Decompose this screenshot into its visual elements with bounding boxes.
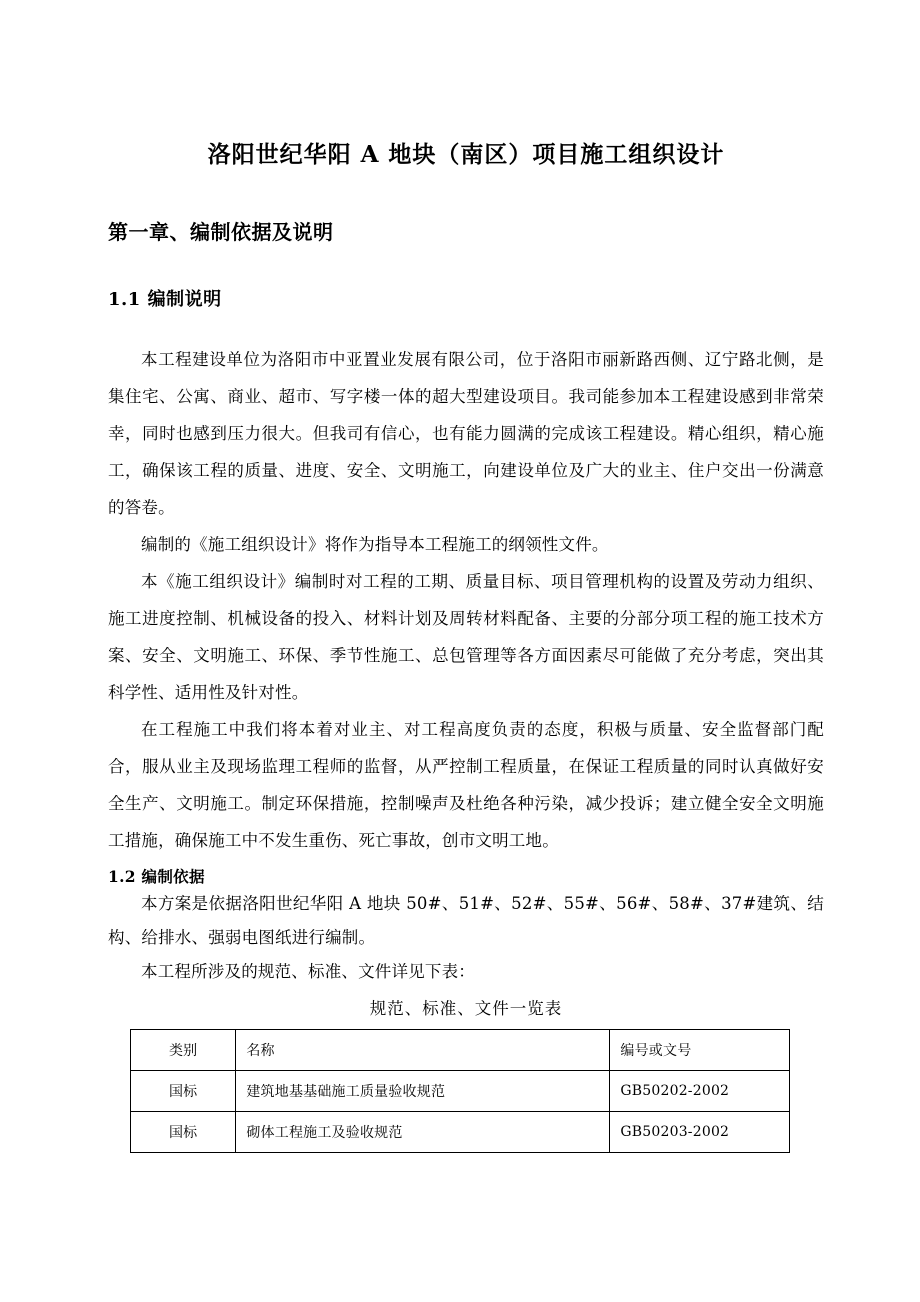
paragraph-5: 本方案是依据洛阳世纪华阳 A 地块 50#、51#、52#、55#、56#、58#、37#建筑、结构、给排水、强弱电图纸进行编制。	[108, 893, 824, 947]
table-caption: 规范、标准、文件一览表	[369, 998, 563, 1018]
cell-type: 国标	[131, 1070, 236, 1111]
table-row	[131, 1070, 790, 1111]
paragraph-2: 编制的《施工组织设计》将作为指导本工程施工的纲领性文件。	[141, 534, 609, 554]
section-1-1-body	[108, 311, 824, 859]
table-header-type: 类别	[131, 1029, 236, 1070]
paragraph-1: 本工程建设单位为洛阳市中亚置业发展有限公司，位于洛阳市丽新路西侧、辽宁路北侧，是集住宅、公寓、商业、超市、写字楼一体的超大型建设项目。我司能参加本工程建设感到非常荣幸，同时也感到压力很大。但我司有信心，也有能力圆满的完成该工程建设。精心组织，精心施工，确保该工程的质量、进度、安全、文明施工，向建设单位及广大的业主、住户交出一份满意的答卷。	[108, 349, 824, 517]
table-header-code: 编号或文号	[610, 1029, 790, 1070]
cell-type: 国标	[131, 1111, 236, 1152]
cell-code: GB50202-2002	[610, 1070, 790, 1111]
cell-code: GB50203-2002	[610, 1111, 790, 1152]
cell-name: 建筑地基基础施工质量验收规范	[236, 1070, 610, 1111]
paragraph-6: 本工程所涉及的规范、标准、文件详见下表：	[141, 961, 475, 981]
paragraph-3: 本《施工组织设计》编制时对工程的工期、质量目标、项目管理机构的设置及劳动力组织、施工进度控制、机械设备的投入、材料计划及周转材料配备、主要的分部分项工程的施工技术方案、安全、文明施工、环保、季节性施工、总包管理等各方面因素尽可能做了充分考虑，突出其科学性、适用性及针对性。	[108, 571, 824, 702]
section-heading-1-2: 1.2 编制依据	[108, 866, 205, 886]
section-heading-1-1: 1.1 编制说明	[108, 288, 222, 310]
table-row	[131, 1111, 790, 1152]
cell-name: 砌体工程施工及验收规范	[236, 1111, 610, 1152]
paragraph-4: 在工程施工中我们将本着对业主、对工程高度负责的态度，积极与质量、安全监督部门配合，服从业主及现场监理工程师的监督，从严控制工程质量，在保证工程质量的同时认真做好安全生产、文明施工。制定环保措施，控制噪声及杜绝各种污染，减少投诉；建立健全安全文明施工措施，确保施工中不发生重伤、死亡事故，创市文明工地。	[108, 719, 824, 850]
section-1-2-body	[108, 887, 824, 989]
table-header-name: 名称	[236, 1029, 610, 1070]
table-body	[131, 1029, 790, 1152]
standards-table	[130, 1029, 790, 1153]
page-title: 洛阳世纪华阳 A 地块（南区）项目施工组织设计	[207, 141, 725, 168]
chapter-heading: 第一章、编制依据及说明	[108, 219, 334, 244]
document-content	[108, 0, 824, 1153]
table-header-row	[131, 1029, 790, 1070]
